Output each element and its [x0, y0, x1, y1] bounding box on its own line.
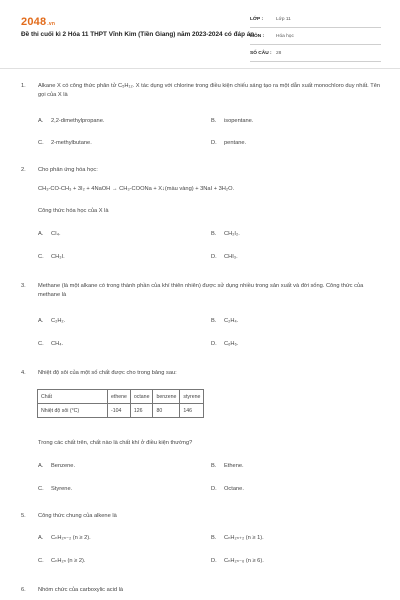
option-b[interactable]: B. C₂H₄.: [211, 318, 239, 324]
table-cell: styrene: [180, 390, 204, 404]
table-cell: octane: [130, 390, 153, 404]
option-c[interactable]: C. Styrene.: [38, 486, 73, 492]
option-d[interactable]: D. pentane.: [211, 140, 247, 146]
option-d[interactable]: D. C₆H₆.: [211, 341, 239, 347]
option-c[interactable]: C. CH₃I.: [38, 254, 65, 260]
question-number: 2.: [21, 167, 26, 173]
option-c[interactable]: C. CH₄.: [38, 341, 64, 347]
meta-class-value: Lớp 11: [276, 17, 291, 22]
meta-count-label: SỐ CÂU :: [250, 51, 272, 56]
question-text: Methane (là một alkane có trong thành phần của khí thiên nhiên) được sử dụng nhiều trong sản xuất và đời sống. Công thức của methane là: [38, 283, 364, 298]
table-cell: 146: [180, 404, 204, 418]
exam-header: [21, 14, 381, 60]
option-c[interactable]: C. 2-methylbutane.: [38, 140, 92, 146]
meta-subject: [250, 33, 381, 45]
meta-subject-label: MÔN :: [250, 34, 265, 39]
question-text: Alkane X có công thức phân tử C₅H₁₂. X tác dụng với chlorine trong điều kiện chiếu sáng tạo ra một dẫn xuất monochloro duy nhất. Tên gọi của X là: [38, 83, 381, 98]
option-c[interactable]: C. CₙH₂ₙ (n ≥ 2).: [38, 558, 86, 564]
question-number: 5.: [21, 513, 26, 519]
meta-class: [250, 16, 381, 28]
option-a[interactable]: A. CI₄.: [38, 231, 61, 237]
question-prompt: Trong các chất trên, chất nào là chất khí ở điều kiện thường?: [38, 440, 193, 446]
site-logo[interactable]: [21, 16, 55, 28]
table-cell: benzene: [153, 390, 180, 404]
option-b[interactable]: B. CH₂I₂.: [211, 231, 240, 237]
question-text: Nhóm chức của carboxylic acid là: [38, 587, 124, 593]
table-row: [38, 390, 204, 404]
table-cell: ethene: [108, 390, 131, 404]
question-number: 1.: [21, 83, 26, 89]
option-b[interactable]: B. isopentane.: [211, 118, 254, 124]
option-a[interactable]: A. 2,2-dimethylpropane.: [38, 118, 105, 124]
option-a[interactable]: A. C₂H₂.: [38, 318, 66, 324]
question-text: Cho phản ứng hóa học:: [38, 167, 98, 173]
exam-title: Đề thi cuối kì 2 Hóa 11 THPT Vĩnh Kim (Tiền Giang) năm 2023-2024 có đáp án: [21, 31, 255, 38]
option-a[interactable]: A. Benzene.: [38, 463, 76, 469]
table-cell: -104: [108, 404, 131, 418]
table-cell: Nhiệt độ sôi (°C): [38, 404, 108, 418]
logo-text: 2048: [21, 16, 47, 28]
option-d[interactable]: D. Octane.: [211, 486, 244, 492]
table-cell: 126: [130, 404, 153, 418]
option-d[interactable]: D. CHI₃.: [211, 254, 238, 260]
table-row: [38, 404, 204, 418]
question-text: Nhiệt độ sôi của một số chất được cho trong bảng sau:: [38, 370, 177, 376]
boiling-point-table: [37, 389, 204, 418]
question-number: 4.: [21, 370, 26, 376]
meta-subject-value: Hóa học: [276, 34, 294, 39]
option-a[interactable]: A. CₙH₂ₙ₋₂ (n ≥ 2).: [38, 535, 91, 541]
question-text: Công thức chung của alkene là: [38, 513, 117, 519]
exam-meta: [250, 16, 381, 67]
question-prompt: Công thức hóa học của X là: [38, 208, 109, 214]
option-b[interactable]: B. Ethene.: [211, 463, 244, 469]
meta-count-value: 28: [276, 51, 282, 56]
table-cell: Chất: [38, 390, 108, 404]
table-cell: 80: [153, 404, 180, 418]
option-d[interactable]: D. CₙH₂ₙ₋₆ (n ≥ 6).: [211, 558, 264, 564]
meta-class-label: LỚP :: [250, 17, 264, 22]
logo-suffix: .vn: [47, 21, 56, 27]
reaction-equation: CH₃-CO-CH₃ + 3I₂ + 4NaOH → CH₃-COONa + X↓(màu vàng) + 3NaI + 3H₂O.: [38, 186, 235, 192]
option-b[interactable]: B. CₙH₂ₙ₊₂ (n ≥ 1).: [211, 535, 264, 541]
question-number: 6.: [21, 587, 26, 593]
header-divider: [0, 68, 400, 69]
question-number: 3.: [21, 283, 26, 289]
meta-count: [250, 50, 381, 62]
